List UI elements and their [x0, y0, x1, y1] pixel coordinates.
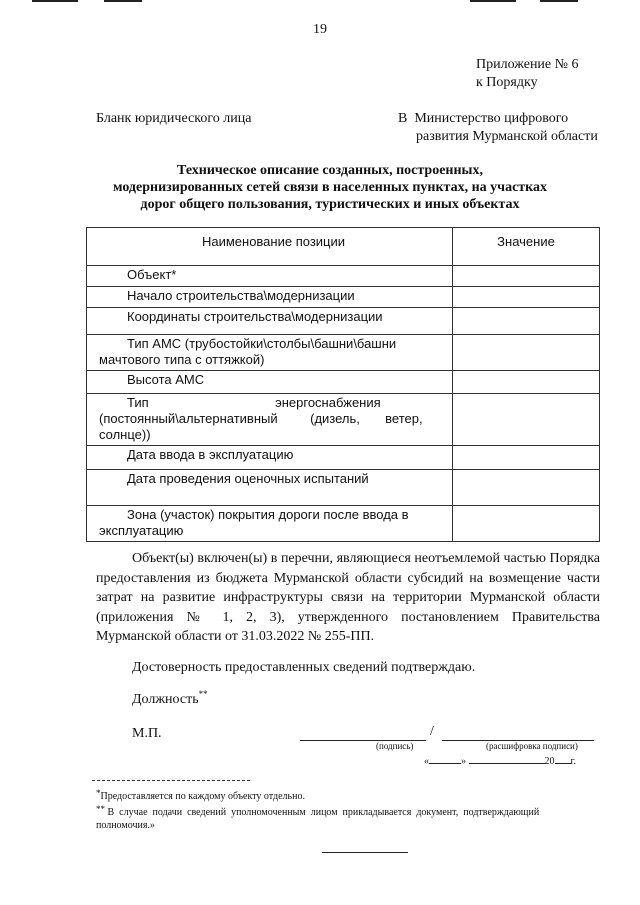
row-label: Начало строительства\модернизации	[87, 287, 453, 308]
title-line3: дорог общего пользования, туристических и иных объектах	[140, 197, 520, 212]
letterhead-label: Бланк юридического лица	[96, 111, 252, 126]
end-rule	[322, 852, 408, 853]
table-row	[87, 266, 600, 287]
row-label-line1: Тип АМС (трубостойки\столбы\башни\башни	[127, 336, 397, 351]
table-row	[87, 308, 600, 335]
footnote-text: В случае подачи сведений уполномоченным лицом прикладывается документ, подтверждающий полномочия.»	[96, 807, 542, 831]
date-quote-close: »	[461, 756, 466, 767]
table-row	[87, 506, 600, 542]
top-edge-mark	[470, 0, 516, 2]
row-label	[87, 506, 453, 542]
footnote-ref: **	[198, 689, 208, 699]
header-position-name: Наименование позиции	[87, 228, 453, 266]
table-row	[87, 470, 600, 506]
value-cell[interactable]	[453, 470, 600, 506]
position-label: Должность	[132, 692, 199, 707]
table-row	[87, 446, 600, 470]
date-quote-open: «	[424, 756, 429, 767]
title-line1: Техническое описание созданных, построенных,	[177, 163, 483, 178]
table-row	[87, 335, 600, 371]
description-table	[86, 227, 600, 542]
row-label: Координаты строительства\модернизации	[87, 308, 453, 335]
top-edge-mark	[104, 0, 142, 2]
row-label-line2: (постоянный\альтернативный (дизель, ветер,	[99, 411, 423, 426]
value-cell[interactable]	[453, 266, 600, 287]
inclusion-paragraph: Объект(ы) включен(ы) в перечни, являющиеся неотъемлемой частью Порядка предоставления из бюджета Мурманской области субсидий на возмещение части затрат на развитие инфраструктуры связи на территории Мурманской области (приложения № 1, 2, 3), утвержденного постановлением Правительства Мурманской области от 31.03.2022 № 255-ПП.	[96, 551, 600, 644]
row-label-line2: эксплуатацию	[99, 523, 184, 538]
addressee-line2: развития Мурманской области	[416, 129, 598, 144]
row-label-line1: Тип энергоснабжения	[127, 395, 381, 410]
stamp-label: М.П.	[132, 726, 162, 741]
date-year-blank[interactable]	[555, 763, 571, 764]
row-label: Высота АМС	[87, 371, 453, 394]
date-line	[424, 756, 576, 767]
value-cell[interactable]	[453, 308, 600, 335]
addressee-line1: В Министерство цифрового	[398, 111, 569, 126]
row-label-line2: мачтового типа с оттяжкой)	[99, 352, 265, 367]
value-cell[interactable]	[453, 287, 600, 308]
table-header-row	[87, 228, 600, 266]
date-day-blank[interactable]	[429, 763, 461, 764]
date-year-prefix: 20	[544, 756, 555, 767]
page-number: 19	[313, 22, 327, 37]
footnote-text: Предоставляется по каждому объекту отдельно.	[100, 791, 305, 802]
title-line2: модернизированных сетей связи в населенных пунктах, на участках	[112, 180, 548, 195]
row-label	[87, 335, 453, 371]
footnote-2	[96, 806, 600, 832]
row-label: Дата ввода в эксплуатацию	[87, 446, 453, 470]
footnote-mark: *	[96, 788, 101, 798]
table-row	[87, 371, 600, 394]
row-label: Объект*	[87, 266, 453, 287]
footnote-1	[96, 790, 600, 803]
value-cell[interactable]	[453, 371, 600, 394]
confirmation-text: Достоверность предоставленных сведений подтверждаю.	[132, 660, 476, 675]
document-title	[60, 162, 600, 213]
signature-slash: /	[430, 724, 434, 739]
top-edge-mark	[540, 0, 578, 2]
row-label-line1: Зона (участок) покрытия дороги после ввода в	[127, 507, 409, 522]
position-field	[132, 689, 208, 708]
date-month-blank[interactable]	[469, 763, 545, 764]
top-edge-mark	[32, 0, 78, 2]
row-label: Дата проведения оценочных испытаний	[87, 470, 453, 506]
value-cell[interactable]	[453, 446, 600, 470]
value-cell[interactable]	[453, 506, 600, 542]
table-row	[87, 394, 600, 446]
footnote-separator	[92, 780, 250, 781]
row-label	[87, 394, 453, 446]
table-row	[87, 287, 600, 308]
appendix-line1: Приложение № 6	[476, 57, 579, 72]
value-cell[interactable]	[453, 394, 600, 446]
row-label-line3: солнце))	[99, 427, 151, 442]
header-value: Значение	[453, 228, 600, 266]
date-year-suffix: г.	[570, 756, 576, 767]
footnote-mark: **	[96, 804, 105, 814]
signature-caption: (подпись)	[376, 741, 414, 751]
value-cell[interactable]	[453, 335, 600, 371]
decode-caption: (расшифровка подписи)	[486, 741, 578, 751]
appendix-line2: к Порядку	[476, 75, 538, 90]
